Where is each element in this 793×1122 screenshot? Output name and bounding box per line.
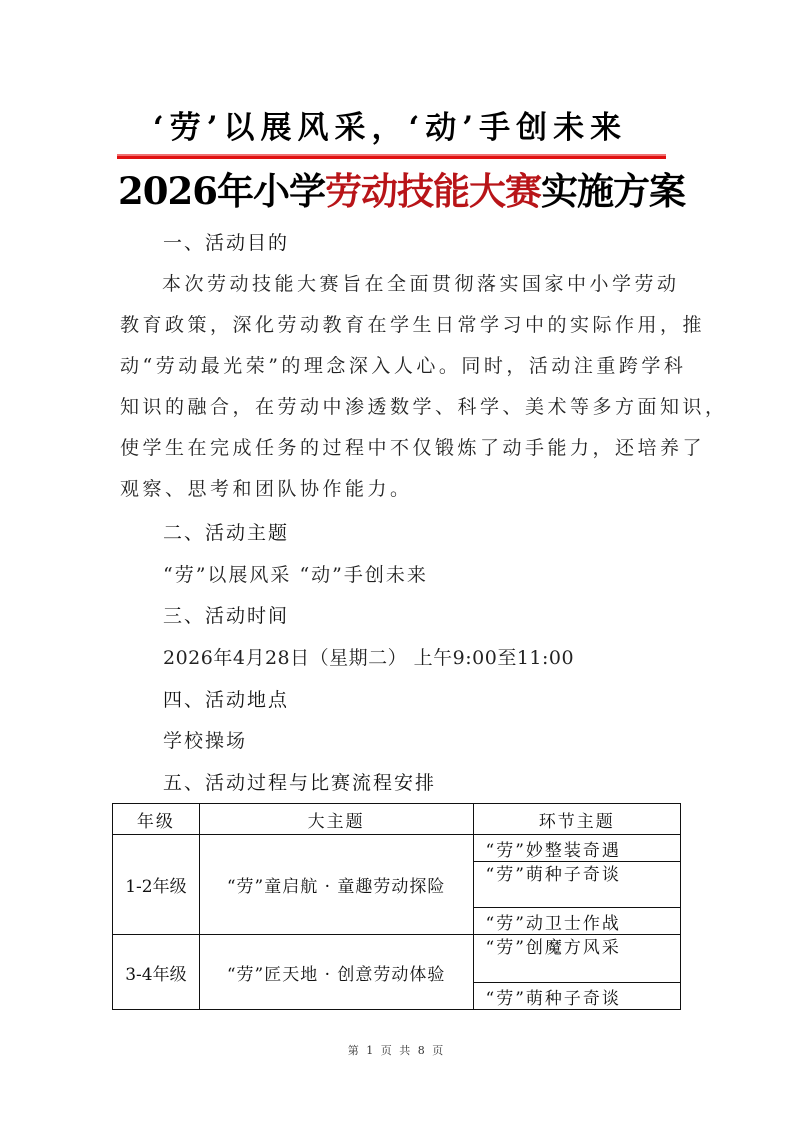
subtheme-cell: “劳”动卫士作战: [473, 908, 681, 935]
table-row: [113, 935, 681, 983]
title-prefix: 2026年小学: [118, 169, 325, 213]
column-header-theme: 大主题: [199, 804, 473, 835]
red-divider-thick: [117, 156, 666, 159]
slogan-heading: ‘劳’以展风采，‘动’手创未来: [152, 110, 628, 146]
document-title: [118, 164, 685, 218]
table-row: [113, 835, 681, 862]
section-heading-location: 四、活动地点: [163, 689, 290, 711]
page-number-footer: 第 1 页 共 8 页: [347, 1044, 446, 1057]
schedule-table: [112, 803, 681, 1010]
paragraph-line: 动“劳动最光荣”的理念深入人心。同时，活动注重跨学科: [120, 355, 687, 377]
theme-text: “劳”以展风采 “动”手创未来: [163, 564, 428, 586]
purpose-paragraph: [120, 264, 728, 510]
time-text: 2026年4月28日（星期二） 上午9:00至11:00: [163, 647, 575, 669]
grade-cell: 3-4年级: [113, 935, 200, 1010]
section-heading-process: 五、活动过程与比赛流程安排: [163, 772, 437, 794]
subtheme-cell: “劳”妙整装奇遇: [473, 835, 681, 862]
theme-cell: “劳”匠天地 · 创意劳动体验: [199, 935, 473, 1010]
title-highlight: 劳动技能大赛: [324, 169, 541, 213]
section-heading-time: 三、活动时间: [163, 605, 290, 627]
paragraph-line: 使学生在完成任务的过程中不仅锻炼了动手能力，还培养了: [120, 437, 706, 459]
location-text: 学校操场: [163, 730, 248, 752]
theme-cell: “劳”童启航 · 童趣劳动探险: [199, 835, 473, 935]
paragraph-line: 观察、思考和团队协作能力。: [120, 478, 413, 500]
subtheme-cell: “劳”萌种子奇谈: [473, 983, 681, 1010]
subtheme-cell: “劳”创魔方风采: [473, 935, 681, 983]
column-header-grade: 年级: [113, 804, 200, 835]
grade-cell: 1-2年级: [113, 835, 200, 935]
table-header-row: [113, 804, 681, 835]
paragraph-line: 本次劳动技能大赛旨在全面贯彻落实国家中小学劳动: [162, 273, 680, 295]
section-heading-theme: 二、活动主题: [163, 522, 290, 544]
paragraph-line: 知识的融合，在劳动中渗透数学、科学、美术等多方面知识，: [120, 396, 728, 418]
title-suffix: 实施方案: [540, 169, 685, 213]
section-heading-purpose: 一、活动目的: [163, 232, 290, 254]
paragraph-line: 教育政策，深化劳动教育在学生日常学习中的实际作用，推: [120, 314, 706, 336]
column-header-subtheme: 环节主题: [473, 804, 681, 835]
subtheme-cell: “劳”萌种子奇谈: [473, 862, 681, 908]
